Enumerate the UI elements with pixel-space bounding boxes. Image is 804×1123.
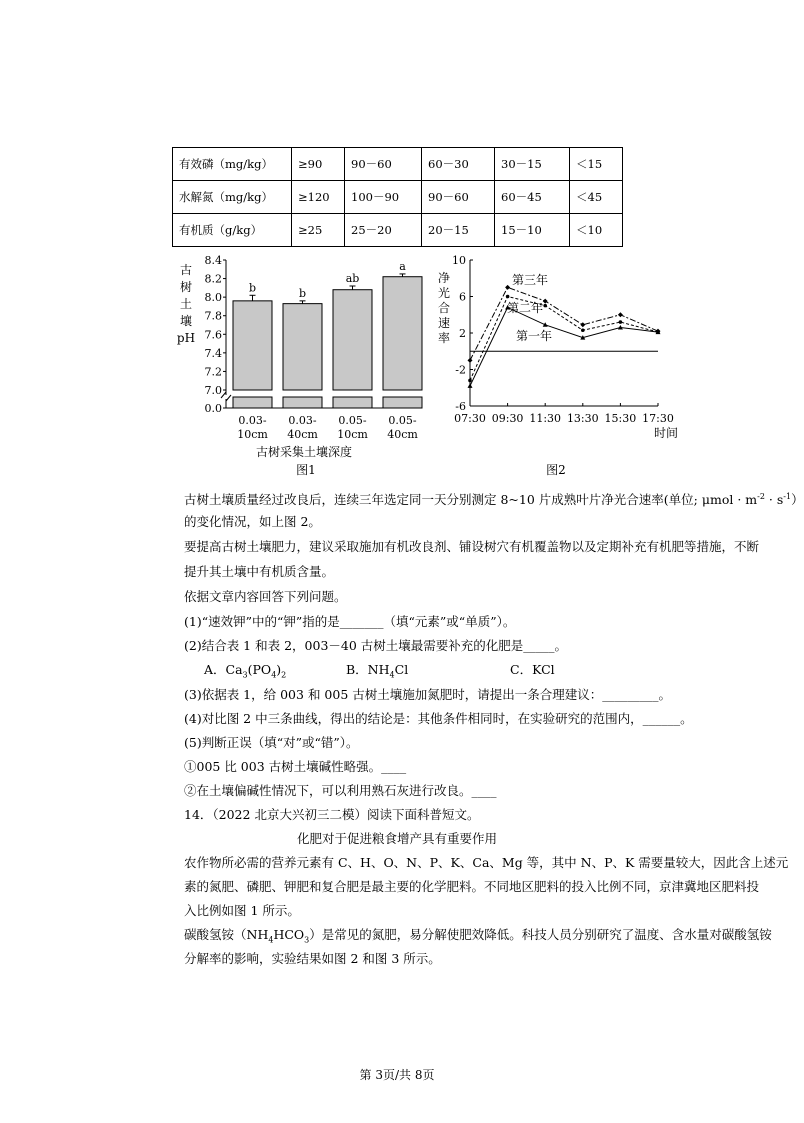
table-cell: 90－60 xyxy=(422,181,495,214)
chart1-y-tick-label: 7.4 xyxy=(204,346,222,360)
para-measure-line2: 的变化情况，如上图 2。 xyxy=(184,514,321,529)
chart2-x-tick-label: 09:30 xyxy=(491,412,524,425)
chart2-x-axis-title: 时间 xyxy=(653,426,679,440)
chart2-point xyxy=(619,320,623,324)
chart2-point xyxy=(505,285,510,290)
para-measure-line1: 古树土壤质量经过改良后，连续三年选定同一天分别测定 8~10 片成熟叶片净光合速率(单位; $\mu mol \cdot m^{-2} \cdot s^{-1}$） xyxy=(184,492,804,508)
question-3: (3)依据表 1，给 003 和 005 古树土壤施加氮肥时，请提出一条合理建议：_________。 xyxy=(184,687,671,702)
para-improve-line2: 提升其土壤中有机质含量。 xyxy=(184,564,335,579)
chart2-point xyxy=(543,299,548,304)
chart1-bar xyxy=(283,304,322,390)
soil-ph-bar-chart xyxy=(176,252,440,482)
article-para1-line1: 农作物所必需的营养元素有 C、H、O、N、P、K、Ca、Mg 等，其中 N、P、K 需要量较大，因此含上述元 xyxy=(184,855,789,870)
chart2-y-tick-label: 6 xyxy=(459,290,466,304)
chart2-series-line xyxy=(470,307,658,385)
table-row xyxy=(173,181,623,214)
chart1-x-tick-label: 40cm xyxy=(287,428,318,441)
chart2-series-label: 第三年 xyxy=(512,273,549,287)
chart1-bar xyxy=(233,301,272,390)
table-cell: 30－15 xyxy=(495,148,570,181)
table-row-label: 有效磷（mg/kg） xyxy=(173,148,292,181)
question-5: (5)判断正误（填“对”或“错”）。 xyxy=(184,735,359,750)
chart2-y-axis-label-char: 率 xyxy=(437,331,451,345)
chart1-bar xyxy=(333,290,372,390)
chart2-caption: 图2 xyxy=(546,463,566,477)
question-14-header: 14．（2022 北京大兴初三二模）阅读下面科普短文。 xyxy=(184,807,480,822)
chart2-y-tick-label: 10 xyxy=(452,254,466,267)
table-row xyxy=(173,148,623,181)
chart2-point xyxy=(468,379,472,383)
table-cell: 20－15 xyxy=(422,214,495,247)
chart1-y-axis-label-char: pH xyxy=(176,331,196,345)
para-improve-line1: 要提高古树土壤肥力，建议采取施加有机改良剂、铺设树穴有机覆盖物以及定期补充有机肥等措施，不断 xyxy=(184,539,760,554)
article-para2-line2: 分解率的影响，实验结果如图 2 和图 3 所示。 xyxy=(184,951,441,966)
chart2-series-line xyxy=(470,297,658,381)
chart2-point xyxy=(581,328,585,332)
question-5-1: ①005 比 003 古树土壤碱性略强。____ xyxy=(184,759,407,774)
chart1-bar-base xyxy=(233,397,272,408)
table-cell: ＜10 xyxy=(570,214,623,247)
chart2-y-tick-label: -2 xyxy=(455,363,466,377)
chart2-x-tick-label: 13:30 xyxy=(566,412,599,425)
chart1-y-tick-label: 7.8 xyxy=(204,309,222,323)
chart2-y-tick-label: 2 xyxy=(459,327,466,340)
chart1-x-tick-label: 40cm xyxy=(387,428,418,441)
chart1-significance-letter: b xyxy=(248,281,257,295)
chart2-point xyxy=(580,322,585,327)
chart1-y-tick-label: 8.0 xyxy=(204,291,222,305)
chart2-point xyxy=(543,322,548,327)
table-cell: 60－45 xyxy=(495,181,570,214)
chart1-caption: 图1 xyxy=(296,463,316,477)
table-row-label: 水解氮（mg/kg） xyxy=(173,181,292,214)
chart2-x-tick-label: 15:30 xyxy=(604,412,637,425)
chart1-y-axis-label-char: 壤 xyxy=(179,314,193,328)
photosynthesis-line-chart xyxy=(432,252,682,482)
chart2-y-axis-label-char: 速 xyxy=(437,316,451,330)
question-2: (2)结合表 1 和表 2，003－40 古树土壤最需要补充的化肥是_____。 xyxy=(184,638,568,653)
chart1-y-tick-label: 7.2 xyxy=(204,365,222,379)
chart2-point xyxy=(468,358,473,363)
table-cell: ≥25 xyxy=(292,214,345,247)
chart2-series-label: 第一年 xyxy=(516,329,553,343)
table-row-label: 有机质（g/kg） xyxy=(173,214,292,247)
chart2-y-axis-label-char: 合 xyxy=(437,301,451,315)
chart1-significance-letter: a xyxy=(399,259,406,273)
article-para1-line2: 素的氮肥、磷肥、钾肥和复合肥是最主要的化学肥料。不同地区肥料的投入比例不同，京津冀地区肥料投 xyxy=(184,879,760,894)
table-cell: ＜15 xyxy=(570,148,623,181)
question-intro: 依据文章内容回答下列问题。 xyxy=(184,589,347,604)
option-a: A．$Ca_3(PO_4)_2$ xyxy=(204,662,287,680)
chart1-x-axis-title: 古树采集土壤深度 xyxy=(255,445,353,459)
chart1-y-axis-label-char: 土 xyxy=(179,297,193,311)
chart1-x-tick-label: 10cm xyxy=(237,428,268,441)
chart1-bar-base xyxy=(333,397,372,408)
chart1-bar-base xyxy=(283,397,322,408)
chart2-series-line xyxy=(470,287,658,360)
table-cell: 25－20 xyxy=(345,214,422,247)
table-cell: 15－10 xyxy=(495,214,570,247)
chart2-x-tick-label: 07:30 xyxy=(454,412,486,425)
article-title: 化肥对于促进粮食增产具有重要作用 xyxy=(296,831,497,846)
chart1-y-tick-label: 8.4 xyxy=(204,254,222,267)
table-cell: 60－30 xyxy=(422,148,495,181)
chart2-x-tick-label: 11:30 xyxy=(529,412,562,425)
chart2-y-tick-label: -6 xyxy=(455,400,466,413)
chart1-significance-letter: b xyxy=(298,286,307,300)
chart1-x-tick-label: 0.05- xyxy=(338,414,367,427)
article-para2-line1: 碳酸氢铵$(NH_4HCO_3)$是常见的氮肥，易分解使肥效降低。科技人员分别研究了温度、含水量对碳酸氢铵 xyxy=(184,927,772,945)
chart1-y-tick-label: 7.0 xyxy=(204,384,222,397)
chart1-y-tick-label: 7.6 xyxy=(204,328,222,342)
table-row xyxy=(173,214,623,247)
chart1-x-tick-label: 10cm xyxy=(337,428,368,441)
chart2-series-label: 第二年 xyxy=(507,301,544,315)
question-4: (4)对比图 2 中三条曲线，得出的结论是：其他条件相同时，在实验研究的范围内，______。 xyxy=(184,711,693,726)
chart2-point xyxy=(506,295,510,299)
chart1-y-tick-label: 0.0 xyxy=(204,402,222,415)
page-footer: 第 3页/共 8页 xyxy=(359,1068,435,1082)
chart1-x-tick-label: 0.03- xyxy=(238,414,267,427)
table-cell: ≥90 xyxy=(292,148,345,181)
chart1-y-axis-label-char: 古 xyxy=(179,263,193,277)
chart2-y-axis-label-char: 净 xyxy=(437,271,451,285)
option-c: C．KCl xyxy=(510,662,555,677)
nutrient-grade-table xyxy=(172,147,623,247)
question-5-2: ②在土壤偏碱性情况下，可以利用熟石灰进行改良。____ xyxy=(184,783,497,798)
table-cell: 90－60 xyxy=(345,148,422,181)
question-1: (1)“速效钾”中的“钾”指的是_______（填“元素”或“单质”）。 xyxy=(184,614,516,629)
chart2-point xyxy=(468,383,473,388)
table-cell: 100－90 xyxy=(345,181,422,214)
chart1-y-axis-label-char: 树 xyxy=(179,280,193,294)
table-cell: ≥120 xyxy=(292,181,345,214)
chart1-x-tick-label: 0.03- xyxy=(288,414,317,427)
table-cell: ＜45 xyxy=(570,181,623,214)
chart1-bar xyxy=(383,277,422,390)
chart2-x-tick-label: 17:30 xyxy=(642,412,674,425)
article-para1-line3: 入比例如图 1 所示。 xyxy=(184,903,300,918)
chart1-significance-letter: ab xyxy=(345,272,360,285)
option-b: B．$NH_4Cl$ xyxy=(346,662,409,680)
chart2-y-axis-label-char: 光 xyxy=(437,286,451,300)
chart1-y-tick-label: 8.2 xyxy=(204,272,222,286)
chart2-point xyxy=(618,312,623,317)
chart1-bar-base xyxy=(383,397,422,408)
chart2-point xyxy=(543,304,547,308)
chart1-x-tick-label: 0.05- xyxy=(388,414,417,427)
